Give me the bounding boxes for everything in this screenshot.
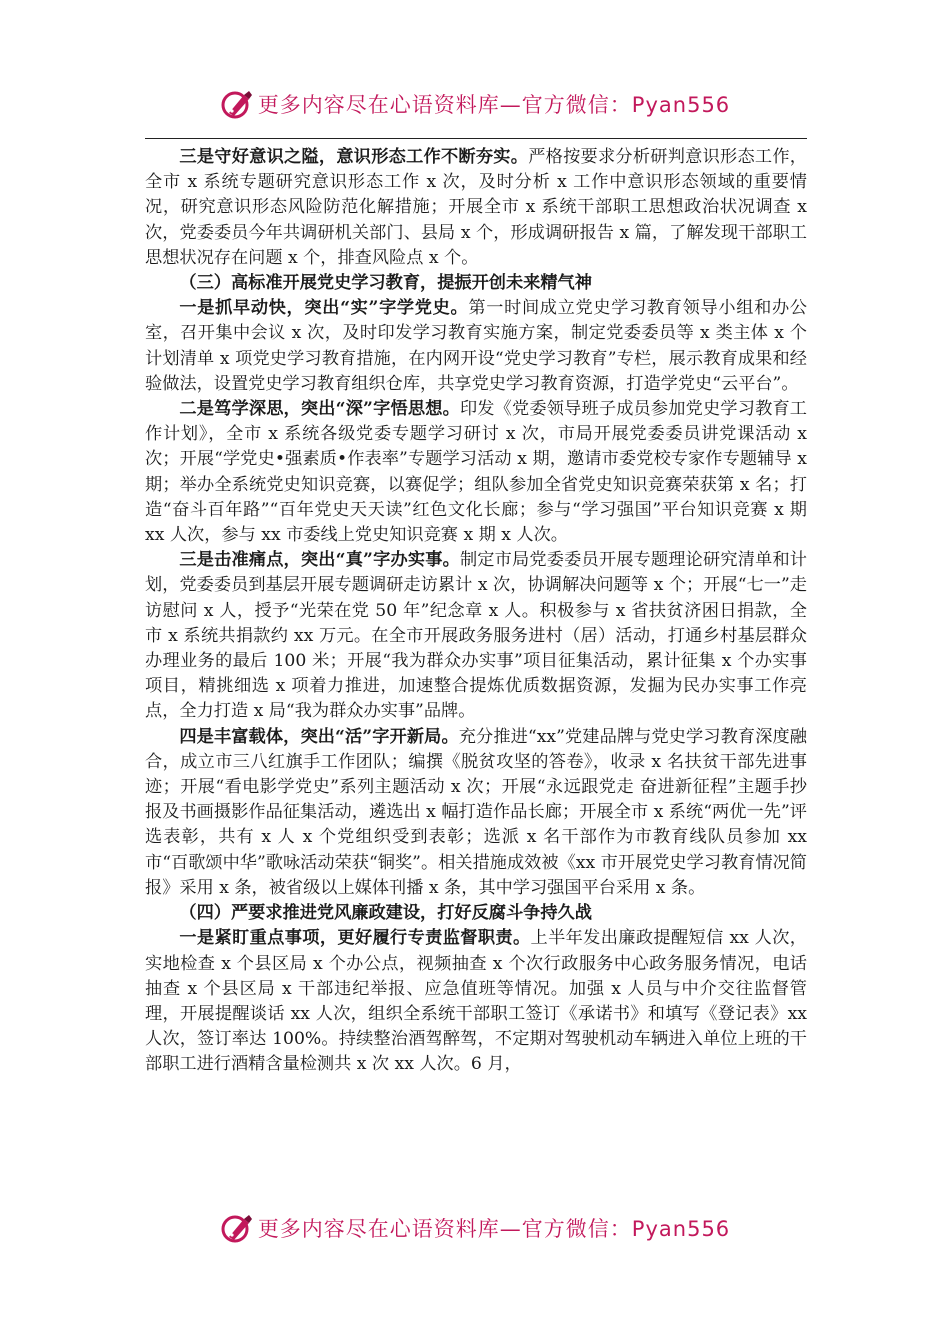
pen-nib-logo-icon [220,1211,254,1245]
document-body [145,145,807,1078]
paragraph-lead: 三是击准痛点，突出“真”字办实事。 [179,550,460,571]
header-rule [145,138,807,139]
body-paragraph [145,397,807,548]
body-paragraph [145,725,807,901]
paragraph-lead: 二是笃学深思，突出“深”字悟思想。 [179,399,460,420]
footer-banner [0,1208,950,1248]
paragraph-body: 充分推进“xx”党建品牌与党史学习教育深度融合，成立市三八红旗手工作团队；编撰《脱贫攻坚的答卷》，收录 x 名扶贫干部先进事迹；开展“看电影学党史”系列主题活动 x 次；开展“永远跟党走 奋进新征程”主题手抄报及书画摄影作品征集活动，遴选出 x 幅打造作品长廊；开展全市 x 系统“两优一先”评选表彰，共有 x 人 x 个党组织受到表彰；选派 x 名干部作为市教育线队员参加 xx 市“百歌颂中华”歌咏活动荣获“铜奖”。相关措施成效被《xx 市开展党史学习教育情况简报》采用 x 条，被省级以上媒体刊播 x 条，其中学习强国平台采用 x 条。 [145,726,807,898]
paragraph-lead: 四是丰富载体，突出“活”字开新局。 [179,726,459,747]
banner-text: 更多内容尽在心语资料库—官方微信：Pyan556 [257,93,731,117]
section-heading: （四）严要求推进党风廉政建设，打好反腐斗争持久战 [179,903,592,924]
paragraph-body: 上半年发出廉政提醒短信 xx 人次，实地检查 x 个县区局 x 个办公点，视频抽查 x 个次行政服务中心政务服务情况，电话抽查 x 个县区局 x 干部违纪举报、应急值班等情况。加强 x 人员与中介交往监督管理，开展提醒谈话 xx 人次，组织全系统干部职工签订《承诺书》和填写《登记表》xx 人次，签订率达 100%。持续整治酒驾醉驾，不定期对驾驶机动车辆进入单位上班的干部职工进行酒精含量检测共 x 次 xx 人次。6 月， [145,928,807,1075]
body-paragraph [145,296,807,397]
paragraph-lead: 一是紧盯重点事项，更好履行专责监督职责。 [179,928,531,949]
body-paragraph [145,145,807,271]
body-paragraph [145,548,807,724]
pen-nib-logo-icon [220,87,254,121]
body-paragraph [145,926,807,1077]
paragraph-lead: 一是抓早动快，突出“实”字学党史。 [179,298,469,319]
paragraph-body: 印发《党委领导班子成员参加党史学习教育工作计划》，全市 x 系统各级党委专题学习研讨 x 次，市局开展党委委员讲党课活动 x 次；开展“学党史•强素质•作表率”专题学习活动 x 期，邀请市委党校专家作专题辅导 x 期；举办全系统党史知识竞赛，以赛促学；组队参加全省党史知识竞赛荣获第 x 名；打造“奋斗百年路”“百年党史天天读”红色文化长廊；参与“学习强国”平台知识竞赛 x 期 xx 人次，参与 xx 市委线上党史知识竞赛 x 期 x 人次。 [145,399,807,546]
paragraph-lead: 三是守好意识之隘，意识形态工作不断夯实。 [179,147,529,167]
paragraph-body: 第一时间成立党史学习教育领导小组和办公室，召开集中会议 x 次，及时印发学习教育实施方案，制定党委委员等 x 类主体 x 个计划清单 x 项党史学习教育措施，在内网开设“党史学习教育”专栏，展示教育成果和经验做法，设置党史学习教育组织仓库，共享党史学习教育资源，打造学党史“云平台”。 [145,298,807,394]
banner-text: 更多内容尽在心语资料库—官方微信：Pyan556 [257,1217,731,1241]
paragraph-body: 严格按要求分析研判意识形态工作，全市 x 系统专题研究意识形态工作 x 次，及时分析 x 工作中意识形态领域的重要情况，研究意识形态风险防范化解措施；开展全市 x 系统干部职工思想政治状况调查 x 次，党委委员今年共调研机关部门、县局 x 个，形成调研报告 x 篇，了解发现干部职工思想状况存在问题 x 个，排查风险点 x 个。 [145,147,807,268]
section-heading: （三）高标准开展党史学习教育，提振开创未来精气神 [179,273,592,294]
paragraph-body: 制定市局党委委员开展专题理论研究清单和计划，党委委员到基层开展专题调研走访累计 x 次，协调解决问题等 x 个；开展“七一”走访慰问 x 人，授予“光荣在党 50 年”纪念章 x 人。积极参与 x 省扶贫济困日捐款，全市 x 系统共捐款约 xx 万元。在全市开展政务服务进村（居）活动，打通乡村基层群众办理业务的最后 100 米；开展“我为群众办实事”项目征集活动，累计征集 x 个办实事项目，精挑细选 x 项着力推进，加速整合提炼优质数据资源，发掘为民办实事工作亮点，全力打造 x 局“我为群众办实事”品牌。 [145,550,807,722]
header-banner [0,84,950,124]
